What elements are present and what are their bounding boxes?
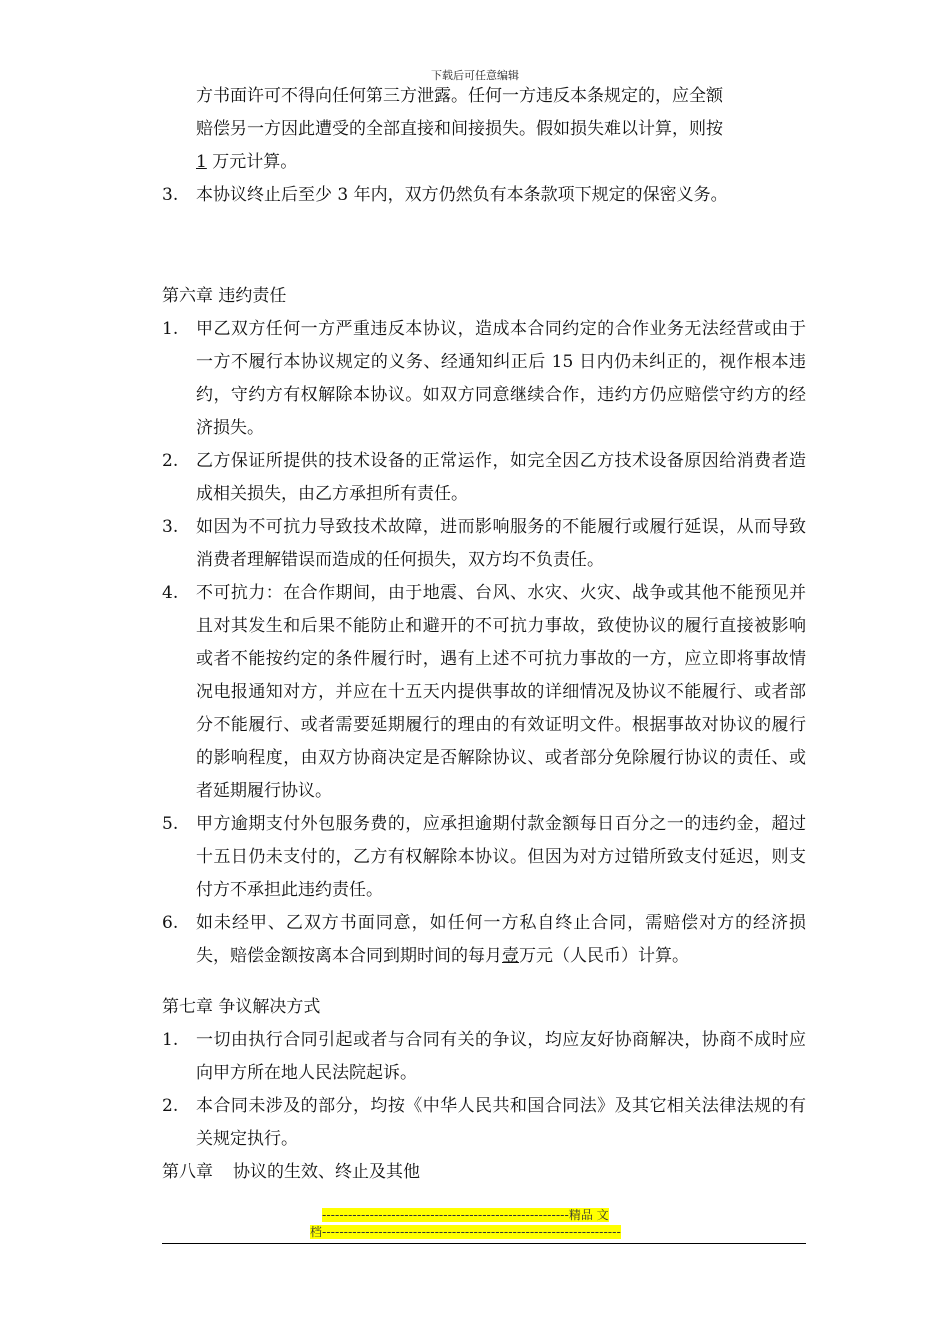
- item-number: 3.: [162, 517, 179, 537]
- list-item: [162, 179, 806, 212]
- item-number: 2.: [162, 451, 179, 471]
- footer-rule: [162, 1243, 806, 1244]
- item-number: 1.: [162, 319, 179, 339]
- item-number: 2.: [162, 1096, 179, 1116]
- list-item: [162, 1024, 806, 1090]
- chapter-name: 协议的生效、终止及其他: [233, 1162, 420, 1182]
- chapter-title-7: 第七章 争议解决方式: [162, 997, 321, 1017]
- item-text: 一切由执行合同引起或者与合同有关的争议，均应友好协商解决，协商不成时应向甲方所在地人民法院起诉。: [196, 1030, 806, 1083]
- list-item: [162, 511, 806, 577]
- footer-watermark: [310, 1207, 658, 1241]
- list-item: [162, 1090, 806, 1156]
- item-text: 乙方保证所提供的技术设备的正常运作，如完全因乙方技术设备原因给消费者造成相关损失，由乙方承担所有责任。: [196, 451, 806, 504]
- item-text: 本协议终止后至少 3 年内，双方仍然负有本条款项下规定的保密义务。: [196, 185, 728, 205]
- list-item: [162, 808, 806, 907]
- amount-unit: 万元计算。: [206, 152, 298, 172]
- list-item: [162, 577, 806, 808]
- amount-underlined: 1: [196, 152, 207, 172]
- list-item: [162, 445, 806, 511]
- document-body: [162, 80, 806, 1189]
- item-text: 甲方逾期支付外包服务费的，应承担逾期付款金额每日百分之一的违约金，超过十五日仍未支付的，乙方有权解除本协议。但因为对方过错所致支付延迟，则支付方不承担此违约责任。: [196, 814, 806, 900]
- item-text: 甲乙双方任何一方严重违反本协议，造成本合同约定的合作业务无法经营或由于一方不履行本协议规定的义务、经通知纠正后 15 日内仍未纠正的，视作根本违约，守约方有权解除本协议。如双方同意继续合作，违约方仍应赔偿守约方的经济损失。: [196, 319, 806, 438]
- item-text: [196, 907, 806, 973]
- continued-line: 赔偿另一方因此遭受的全部直接和间接损失。假如损失难以计算，则按: [196, 119, 723, 139]
- footer-line-1: ---------------------------------------------------------精品 文: [322, 1208, 609, 1222]
- list-item: [162, 907, 806, 973]
- item-text: 本合同未涉及的部分，均按《中华人民共和国合同法》及其它相关法律法规的有关规定执行。: [196, 1096, 806, 1149]
- list-item: [162, 313, 806, 445]
- item-text-post: 万元（人民币）计算。: [519, 946, 689, 966]
- chapter-title-6: 第六章 违约责任: [162, 286, 287, 306]
- item-number: 3.: [162, 185, 179, 205]
- footer-line-2: 档---------------------------------------------------------------------: [310, 1225, 621, 1239]
- item-number: 5.: [162, 814, 179, 834]
- chapter-number: 第八章: [162, 1162, 213, 1182]
- item-text-pre: 如未经甲、乙双方书面同意，如任何一方私自终止合同，需赔偿对方的经济损失，赔偿金额按离本合同到期时间的每月: [196, 913, 806, 966]
- amount-underlined: 壹: [502, 946, 519, 966]
- header-note: 下载后可任意编辑: [431, 69, 519, 82]
- continued-line-last: [162, 146, 806, 179]
- item-number: 1.: [162, 1030, 179, 1050]
- item-number: 4.: [162, 583, 179, 603]
- item-text: 如因为不可抗力导致技术故障，进而影响服务的不能履行或履行延误，从而导致消费者理解错误而造成的任何损失，双方均不负责任。: [196, 517, 806, 570]
- item-number: 6.: [162, 913, 179, 933]
- item-text: 不可抗力：在合作期间，由于地震、台风、水灾、火灾、战争或其他不能预见并且对其发生和后果不能防止和避开的不可抗力事故，致使协议的履行直接被影响或者不能按约定的条件履行时，遇有上述不可抗力事故的一方，应立即将事故情况电报通知对方，并应在十五天内提供事故的详细情况及协议不能履行、或者部分不能履行、或者需要延期履行的理由的有效证明文件。根据事故对协议的履行的影响程度，由双方协商决定是否解除协议、或者部分免除履行协议的责任、或者延期履行协议。: [196, 583, 806, 801]
- continued-line: 方书面许可不得向任何第三方泄露。任何一方违反本条规定的，应全额: [196, 86, 723, 106]
- chapter-title-8: [162, 1156, 806, 1189]
